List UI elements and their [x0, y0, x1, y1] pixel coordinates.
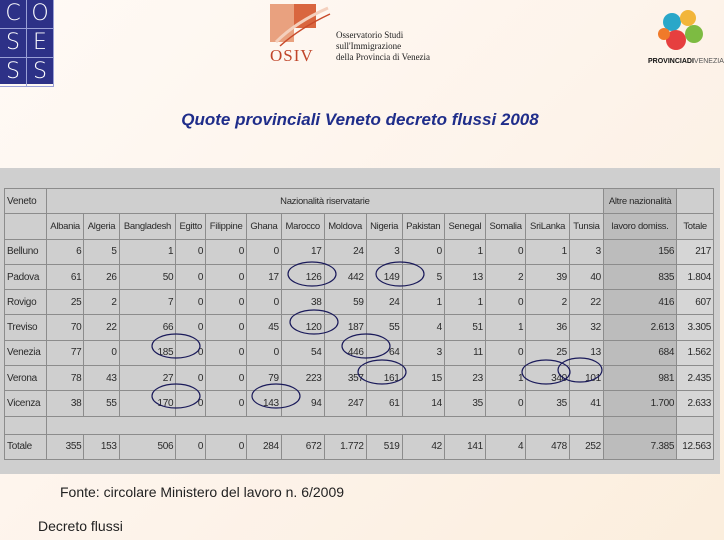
table-cell: 24 — [324, 239, 366, 264]
table-cell: 27 — [119, 365, 176, 390]
table-cell: 223 — [281, 365, 324, 390]
table-cell: 0 — [84, 340, 119, 365]
table-cell: 17 — [281, 239, 324, 264]
osiv-logo — [266, 2, 444, 70]
table-cell: 3 — [366, 239, 402, 264]
table-cell: 13 — [444, 264, 485, 289]
table-cell: 7.385 — [603, 434, 676, 459]
table-cell: 41 — [569, 391, 603, 416]
osiv-line: della Provincia di Venezia — [336, 52, 431, 62]
table-cell: 2.633 — [677, 391, 714, 416]
group-reserved-header: Nazionalità riservatarie — [46, 189, 603, 214]
table-cell: 61 — [366, 391, 402, 416]
table-cell: 1 — [444, 290, 485, 315]
table-row — [5, 264, 714, 289]
table-cell: 13 — [569, 340, 603, 365]
table-row — [5, 434, 714, 459]
table-cell: 2.613 — [603, 315, 676, 340]
table-cell: 187 — [324, 315, 366, 340]
table-cell: 161 — [366, 365, 402, 390]
table-cell: 1.772 — [324, 434, 366, 459]
table-cell: 1 — [444, 239, 485, 264]
slide-title: Quote provinciali Veneto decreto flussi 2008 — [181, 110, 539, 129]
column-header: Egitto — [176, 214, 206, 239]
coses-letter: E — [27, 29, 54, 58]
table-cell: 35 — [526, 391, 570, 416]
osiv-wordmark: OSIV — [270, 46, 314, 65]
scanned-table-area — [0, 168, 720, 474]
table-cell: 0 — [206, 391, 247, 416]
osiv-caption — [336, 30, 430, 63]
provincia-mark-icon — [642, 4, 720, 58]
table-cell: 70 — [46, 315, 84, 340]
table-cell: 0 — [176, 340, 206, 365]
row-label: Rovigo — [5, 290, 47, 315]
table-cell: 22 — [569, 290, 603, 315]
table-row — [5, 290, 714, 315]
table-cell: 355 — [46, 434, 84, 459]
table-group-row — [5, 189, 714, 214]
table-cell: 143 — [247, 391, 282, 416]
column-header: Filippine — [206, 214, 247, 239]
table-cell: 38 — [281, 290, 324, 315]
table-cell: 0 — [176, 239, 206, 264]
table-cell: 2.435 — [677, 365, 714, 390]
provincia-bold: PROVINCIADI — [648, 58, 694, 65]
column-header: SriLanka — [526, 214, 570, 239]
table-cell: 42 — [402, 434, 444, 459]
table-cell: 1 — [119, 239, 176, 264]
coses-letter: S — [27, 58, 54, 87]
table-cell: 0 — [247, 340, 282, 365]
table-cell: 5 — [402, 264, 444, 289]
table-cell: 357 — [324, 365, 366, 390]
table-cell: 5 — [84, 239, 119, 264]
quote-table — [4, 188, 714, 460]
table-cell: 0 — [176, 315, 206, 340]
coses-letter: C — [0, 0, 27, 29]
table-cell: 0 — [485, 391, 525, 416]
table-cell: 153 — [84, 434, 119, 459]
column-header: Somalia — [485, 214, 525, 239]
table-cell: 446 — [324, 340, 366, 365]
table-cell: 32 — [569, 315, 603, 340]
source-note: Fonte: circolare Ministero del lavoro n. 6/2009 — [60, 484, 345, 500]
table-cell: 0 — [176, 365, 206, 390]
table-cell: 1.700 — [603, 391, 676, 416]
slide-footer: Decreto flussi — [38, 518, 123, 534]
table-cell: 15 — [402, 365, 444, 390]
column-header: Tunsia — [569, 214, 603, 239]
column-header: Marocco — [281, 214, 324, 239]
table-cell: 64 — [366, 340, 402, 365]
coses-letter: O — [27, 0, 54, 29]
table-cell: 478 — [526, 434, 570, 459]
table-cell: 0 — [485, 239, 525, 264]
table-cell: 0 — [176, 434, 206, 459]
table-cell: 0 — [485, 340, 525, 365]
table-cell: 2 — [526, 290, 570, 315]
table-body — [5, 239, 714, 416]
table-cell: 1.804 — [677, 264, 714, 289]
table-cell: 0 — [206, 365, 247, 390]
table-cell: 11 — [444, 340, 485, 365]
table-cell: 78 — [46, 365, 84, 390]
coses-letter: S — [0, 58, 27, 87]
table-cell: 35 — [444, 391, 485, 416]
table-cell: 26 — [84, 264, 119, 289]
table-cell: 36 — [526, 315, 570, 340]
table-cell: 981 — [603, 365, 676, 390]
spacer-cell — [5, 416, 47, 434]
table-cell: 0 — [206, 434, 247, 459]
table-cell: 0 — [176, 391, 206, 416]
table-cell: 185 — [119, 340, 176, 365]
table-cell: 1 — [526, 239, 570, 264]
table-cell: 2 — [485, 264, 525, 289]
table-cell: 340 — [526, 365, 570, 390]
header-blank — [677, 189, 714, 214]
row-label: Treviso — [5, 315, 47, 340]
coses-letter: S — [0, 29, 27, 58]
table-cell: 25 — [526, 340, 570, 365]
table-cell: 24 — [366, 290, 402, 315]
table-cell: 55 — [366, 315, 402, 340]
table-cell: 101 — [569, 365, 603, 390]
column-header: Moldova — [324, 214, 366, 239]
table-cell: 3 — [569, 239, 603, 264]
column-header: Senegal — [444, 214, 485, 239]
table-spacer-row — [5, 416, 714, 434]
column-header: Totale — [677, 214, 714, 239]
table-cell: 672 — [281, 434, 324, 459]
table-cell: 149 — [366, 264, 402, 289]
table-cell: 252 — [569, 434, 603, 459]
table-cell: 2 — [84, 290, 119, 315]
table-cell: 684 — [603, 340, 676, 365]
row-label: Totale — [5, 434, 47, 459]
column-header: Nigeria — [366, 214, 402, 239]
table-cell: 120 — [281, 315, 324, 340]
column-header: Algeria — [84, 214, 119, 239]
row-label: Padova — [5, 264, 47, 289]
group-other-header: Altre nazionalità — [603, 189, 676, 214]
table-cell: 39 — [526, 264, 570, 289]
column-header: Ghana — [247, 214, 282, 239]
table-cell: 17 — [247, 264, 282, 289]
table-cell: 0 — [176, 290, 206, 315]
table-cell: 0 — [206, 340, 247, 365]
table-header-row — [5, 214, 714, 239]
table-cell: 7 — [119, 290, 176, 315]
row-label: Verona — [5, 365, 47, 390]
table-cell: 22 — [84, 315, 119, 340]
table-cell: 0 — [485, 290, 525, 315]
table-cell: 607 — [677, 290, 714, 315]
spacer-cell — [603, 416, 676, 434]
row-label: Belluno — [5, 239, 47, 264]
table-cell: 51 — [444, 315, 485, 340]
table-row — [5, 340, 714, 365]
table-corner: Veneto — [5, 189, 47, 214]
table-cell: 170 — [119, 391, 176, 416]
table-cell: 23 — [444, 365, 485, 390]
coses-logo — [0, 0, 54, 84]
spacer-cell — [677, 416, 714, 434]
table-cell: 6 — [46, 239, 84, 264]
table-cell: 45 — [247, 315, 282, 340]
table-cell: 0 — [206, 264, 247, 289]
column-header: lavoro domiss. — [603, 214, 676, 239]
table-cell: 0 — [247, 239, 282, 264]
table-cell: 442 — [324, 264, 366, 289]
table-cell: 38 — [46, 391, 84, 416]
table-cell: 1 — [402, 290, 444, 315]
table-cell: 1 — [485, 315, 525, 340]
table-cell: 40 — [569, 264, 603, 289]
table-cell: 25 — [46, 290, 84, 315]
table-cell: 0 — [206, 290, 247, 315]
table-total — [5, 434, 714, 459]
table-row — [5, 315, 714, 340]
column-header: Albania — [46, 214, 84, 239]
table-cell: 12.563 — [677, 434, 714, 459]
table-cell: 4 — [485, 434, 525, 459]
table-cell: 79 — [247, 365, 282, 390]
table-cell: 416 — [603, 290, 676, 315]
table-cell: 217 — [677, 239, 714, 264]
table-cell: 3.305 — [677, 315, 714, 340]
provincia-venezia-logo — [642, 4, 724, 70]
table-cell: 14 — [402, 391, 444, 416]
table-cell: 50 — [119, 264, 176, 289]
table-cell: 3 — [402, 340, 444, 365]
table-cell: 519 — [366, 434, 402, 459]
table-cell: 59 — [324, 290, 366, 315]
table-cell: 835 — [603, 264, 676, 289]
table-cell: 0 — [402, 239, 444, 264]
table-cell: 156 — [603, 239, 676, 264]
table-cell: 94 — [281, 391, 324, 416]
table-cell: 0 — [176, 264, 206, 289]
table-cell: 126 — [281, 264, 324, 289]
table-cell: 506 — [119, 434, 176, 459]
table-cell: 54 — [281, 340, 324, 365]
table-cell: 43 — [84, 365, 119, 390]
table-cell: 61 — [46, 264, 84, 289]
table-cell: 77 — [46, 340, 84, 365]
table-cell: 247 — [324, 391, 366, 416]
column-header: Pakistan — [402, 214, 444, 239]
row-label: Venezia — [5, 340, 47, 365]
osiv-line: Osservatorio Studi — [336, 30, 404, 40]
table-cell: 1.562 — [677, 340, 714, 365]
table-cell: 0 — [247, 290, 282, 315]
column-header: Bangladesh — [119, 214, 176, 239]
table-cell: 141 — [444, 434, 485, 459]
osiv-line: sull'Immigrazione — [336, 41, 402, 51]
table-cell: 0 — [206, 315, 247, 340]
table-cell: 1 — [485, 365, 525, 390]
table-row — [5, 239, 714, 264]
provincia-light: VENEZIA — [693, 58, 724, 65]
table-cell: 66 — [119, 315, 176, 340]
table-cell: 0 — [206, 239, 247, 264]
provincia-caption — [648, 58, 724, 65]
spacer-cell — [46, 416, 603, 434]
table-cell: 284 — [247, 434, 282, 459]
table-row — [5, 365, 714, 390]
table-cell: 4 — [402, 315, 444, 340]
header-blank — [5, 214, 47, 239]
row-label: Vicenza — [5, 391, 47, 416]
table-row — [5, 391, 714, 416]
table-cell: 55 — [84, 391, 119, 416]
